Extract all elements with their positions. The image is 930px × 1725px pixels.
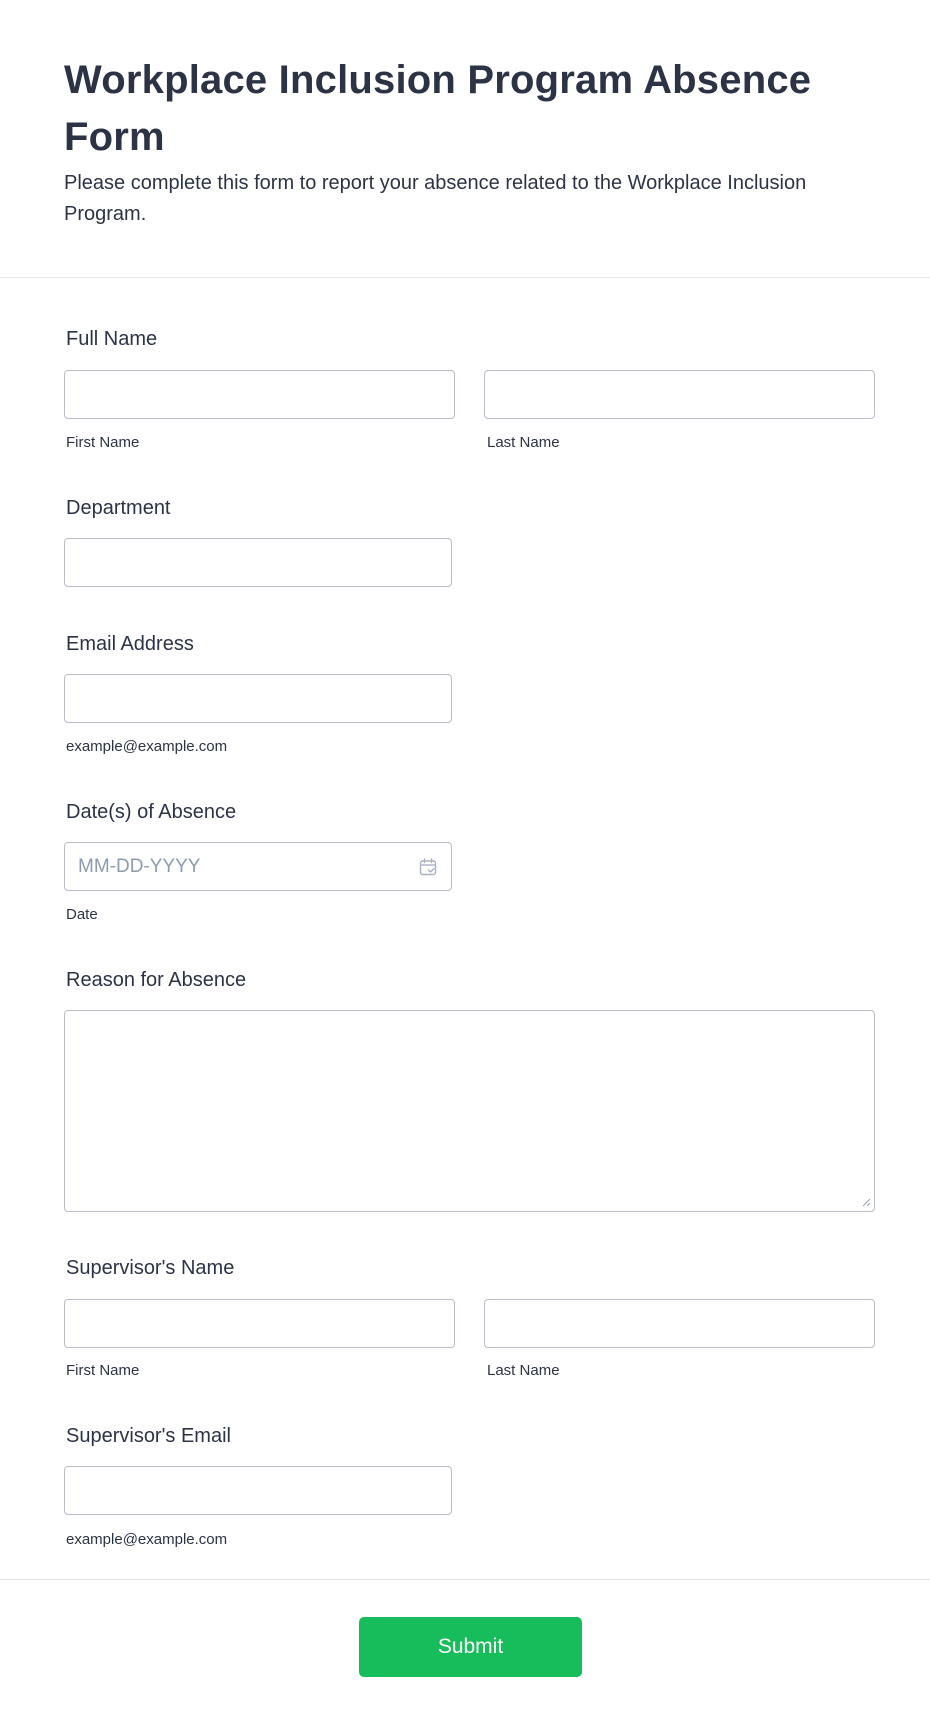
date-sublabel: Date <box>66 906 98 923</box>
supervisor-last-name-input[interactable] <box>484 1299 875 1348</box>
form-header <box>0 0 930 278</box>
page-subtitle: Please complete this form to report your absence related to the Workplace Inclusion Program. <box>64 172 807 225</box>
supervisor-email-input[interactable] <box>64 1466 452 1515</box>
first-name-input[interactable] <box>64 370 455 419</box>
email-label: Email Address <box>66 633 194 655</box>
supervisor-first-name-input[interactable] <box>64 1299 455 1348</box>
last-name-input[interactable] <box>484 370 875 419</box>
absence-date-label: Date(s) of Absence <box>66 801 237 823</box>
email-sublabel: example@example.com <box>66 738 228 755</box>
supervisor-first-name-sublabel: First Name <box>66 1362 140 1379</box>
supervisor-name-label: Supervisor's Name <box>66 1257 235 1279</box>
reason-textarea[interactable] <box>64 1010 875 1212</box>
email-input[interactable] <box>64 674 452 723</box>
absence-date-input[interactable] <box>64 842 452 891</box>
page-title: Workplace Inclusion Program Absence Form <box>64 58 812 159</box>
reason-label: Reason for Absence <box>66 969 247 991</box>
submit-button[interactable]: Submit <box>359 1617 582 1677</box>
calendar-icon[interactable] <box>419 858 437 876</box>
full-name-label: Full Name <box>66 328 158 350</box>
first-name-sublabel: First Name <box>66 434 140 451</box>
supervisor-email-label: Supervisor's Email <box>66 1425 231 1447</box>
last-name-sublabel: Last Name <box>487 434 560 451</box>
department-input[interactable] <box>64 538 452 587</box>
department-label: Department <box>66 497 171 519</box>
supervisor-email-sublabel: example@example.com <box>66 1531 228 1548</box>
supervisor-last-name-sublabel: Last Name <box>487 1362 560 1379</box>
resize-handle-icon[interactable] <box>861 1197 871 1207</box>
footer-divider <box>0 1579 930 1580</box>
